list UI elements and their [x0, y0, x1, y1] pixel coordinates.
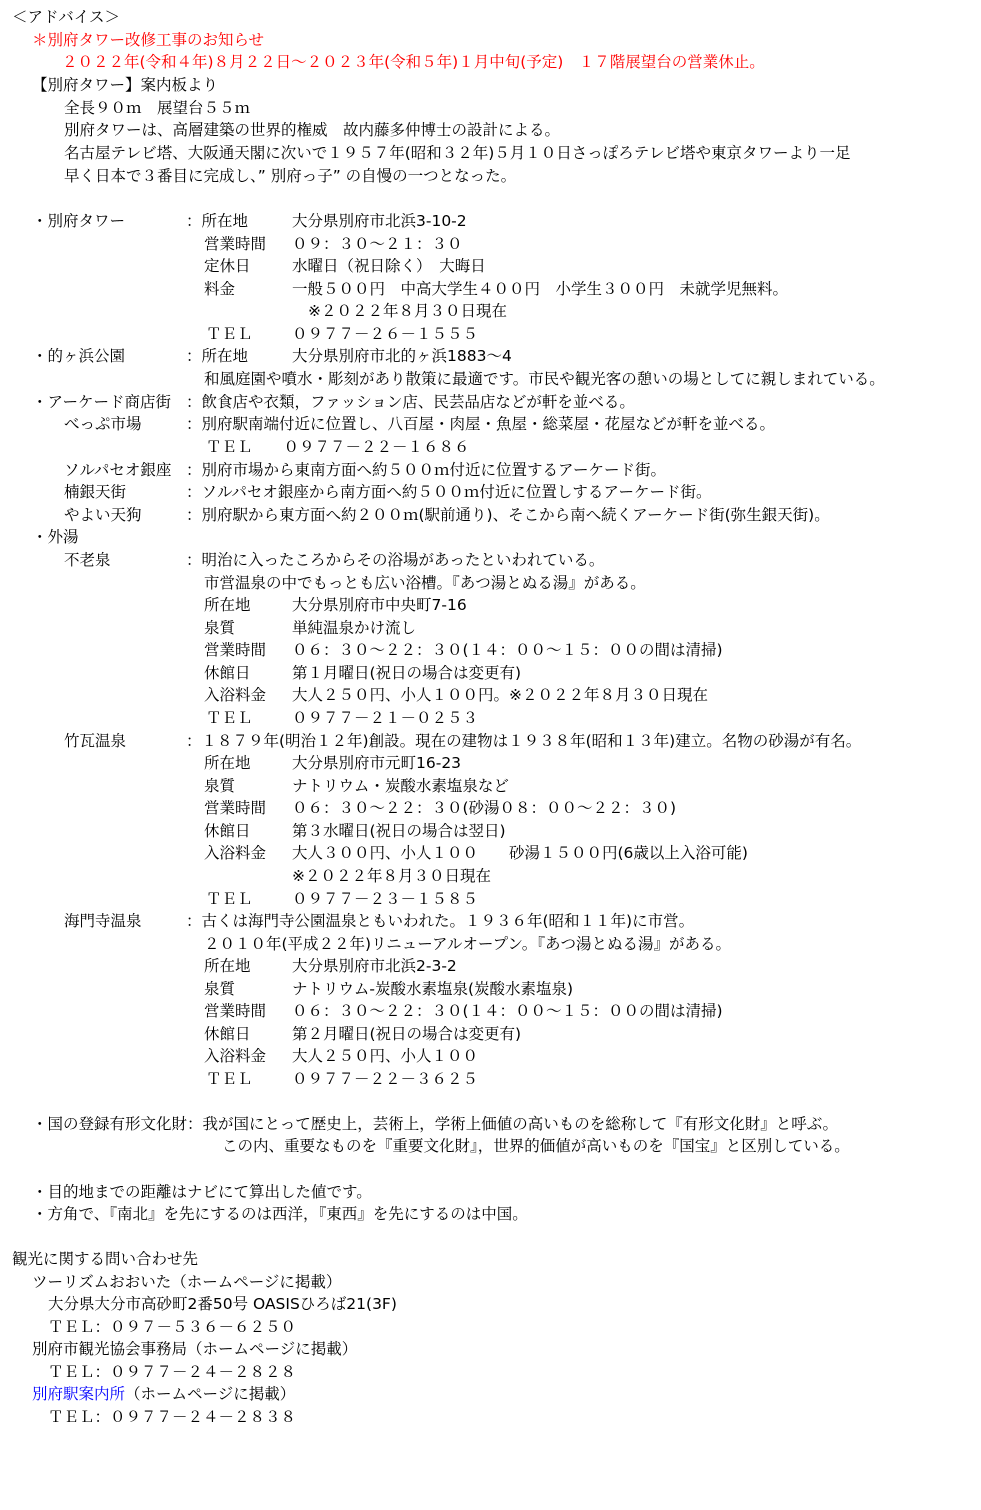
bath-value: ０９７７－２３－１５８５: [292, 890, 479, 908]
bath-label: ＴＥＬ: [206, 709, 253, 727]
culture-line: この内、重要なものを『重要文化財』，世界的価値が高いものを『国宝』と区別している。: [222, 1137, 850, 1155]
bath-label: ＴＥＬ: [206, 1070, 253, 1088]
bath-label: 所在地: [204, 957, 251, 975]
bath-value: ０６：３０～２２：３０(砂湯０８：００～２２：３０): [292, 799, 677, 817]
arcade-item-line: ：ソルパセオ銀座から南方面へ約５００ｍ付近に位置しするアーケード街。: [186, 483, 712, 501]
bath-value: 大分県別府市北浜2-3-2: [292, 957, 457, 975]
bath-value: 単純温泉かけ流し: [292, 619, 417, 637]
contact-tel: ＴＥＬ：０９７７－２４－２８２８: [48, 1363, 297, 1381]
bath-value: 大分県別府市元町16-23: [292, 754, 462, 772]
section-name-park: ・的ヶ浜公園: [32, 347, 126, 365]
tower-value: 水曜日（祝日除く） 大晦日: [292, 257, 486, 275]
bath-value: ０９７７－２１－０２５３: [292, 709, 479, 727]
tower-sign-title: 【別府タワー】案内板より: [32, 76, 219, 94]
arcade-item-name: ソルパセオ銀座: [64, 461, 172, 479]
bath-value: 大人２５０円、小人１００円。※２０２２年８月３０日現在: [292, 686, 708, 704]
bath-value: 大人２５０円、小人１００: [292, 1047, 479, 1065]
park-label: ：所在地: [186, 347, 249, 365]
contact-tel: ＴＥＬ：０９７－５３６－６２５０: [48, 1318, 297, 1336]
bath-label: 営業時間: [204, 799, 267, 817]
bath-label: 入浴料金: [204, 686, 267, 704]
contact-beppu-assoc: 別府市観光協会事務局（ホームページに掲載）: [32, 1340, 358, 1358]
station-info-link[interactable]: 別府駅案内所: [32, 1385, 126, 1403]
bath-value: 大分県別府市中央町7-16: [292, 596, 467, 614]
section-name-baths: ・外湯: [32, 528, 79, 546]
tower-label: 料金: [204, 280, 236, 298]
tower-sign-line: 早く日本で３番目に完成し、” 別府っ子” の自慢の一つとなった。: [64, 167, 517, 185]
tower-value: ※２０２２年８月３０日現在: [308, 302, 507, 320]
bath-label: 営業時間: [204, 641, 267, 659]
arcade-item-line: ＴＥＬ ０９７７－２２－１６８６: [206, 438, 470, 456]
section-name-arcade: ・アーケード商店街: [32, 393, 172, 411]
bath-label: 入浴料金: [204, 1047, 267, 1065]
section-name-tower: ・別府タワー: [32, 212, 126, 230]
bath-label: 休館日: [204, 664, 251, 682]
contact-tel: ＴＥＬ：０９７７－２４－２８３８: [48, 1408, 297, 1426]
bath-intro: ：１８７９年(明治１２年)創設。現在の建物は１９３８年(昭和１３年)建立。名物の砂湯が有名。: [186, 732, 862, 750]
bath-label: 入浴料金: [204, 844, 267, 862]
tower-label: 営業時間: [204, 235, 267, 253]
bath-label: 営業時間: [204, 1002, 267, 1020]
bath-intro: ：古くは海門寺公園温泉ともいわれた。１９３６年(昭和１１年)に市営。: [186, 912, 695, 930]
bath-intro: ２０１０年(平成２２年)リニューアルオープン。『あつ湯とぬる湯』がある。: [204, 935, 732, 953]
bath-label: 所在地: [204, 754, 251, 772]
bath-name: 竹瓦温泉: [64, 732, 127, 750]
tower-sign-line: 名古屋テレビ塔、大阪通天閣に次いで１９５７年(昭和３２年)５月１０日さっぽろテレビ塔や東京タワーより一足: [64, 144, 851, 162]
arcade-item-name: やよい天狗: [64, 506, 142, 524]
bath-label: 所在地: [204, 596, 251, 614]
tower-sign-line: 全長９０ｍ 展望台５５ｍ: [64, 99, 251, 117]
contact-address: 大分県大分市高砂町2番50号 OASISひろば21(3F): [48, 1295, 397, 1313]
arcade-item-name: べっぷ市場: [64, 415, 142, 433]
arcade-item-name: 楠銀天街: [64, 483, 127, 501]
bath-label: 休館日: [204, 822, 251, 840]
tower-sign-line: 別府タワーは、高層建築の世界的権威 故内藤多仲博士の設計による。: [64, 121, 561, 139]
tower-label: 定休日: [204, 257, 251, 275]
bath-label: 泉質: [204, 980, 236, 998]
tower-value: ０９７７－２６－１５５５: [292, 325, 479, 343]
note-line: ・方角で、『南北』を先にするのは西洋，『東西』を先にするのは中国。: [32, 1205, 528, 1223]
tower-value: 一般５００円 中高大学生４００円 小学生３００円 未就学児無料。: [292, 280, 789, 298]
bath-value: ０９７７－２２－３６２５: [292, 1070, 479, 1088]
notice-title: ＊別府タワー改修工事のお知らせ: [32, 31, 265, 49]
tower-value: ０９：３０～２１：３０: [292, 235, 463, 253]
contact-station-info: [32, 1384, 295, 1404]
tower-label: ＴＥＬ: [206, 325, 253, 343]
notice-line: ２０２２年(令和４年)８月２２日～２０２３年(令和５年)１月中旬(予定) １７階展望台の営業休止。: [62, 53, 765, 71]
bath-label: 休館日: [204, 1025, 251, 1043]
station-info-suffix: （ホームページに掲載）: [125, 1385, 296, 1403]
bath-value: ナトリウム-炭酸水素塩泉(炭酸水素塩泉): [292, 980, 574, 998]
bath-label: 泉質: [204, 777, 236, 795]
contact-tourism-oita: ツーリズムおおいた（ホームページに掲載）: [32, 1273, 342, 1291]
bath-value: 第３水曜日(祝日の場合は翌日): [292, 822, 506, 840]
bath-value: 第１月曜日(祝日の場合は変更有): [292, 664, 522, 682]
tower-value: 大分県別府市北浜3-10-2: [292, 212, 467, 230]
bath-value: ナトリウム・炭酸水素塩泉など: [292, 777, 509, 795]
culture-line: ・国の登録有形文化財：我が国にとって歴史上，芸術上，学術上価値の高いものを総称して『有形文化財』と呼ぶ。: [32, 1115, 839, 1133]
bath-intro: 市営温泉の中でもっとも広い浴槽。『あつ湯とぬる湯』がある。: [204, 574, 646, 592]
bath-value: 第２月曜日(祝日の場合は変更有): [292, 1025, 522, 1043]
bath-intro: ：明治に入ったころからその浴場があったといわれている。: [186, 551, 605, 569]
advice-header: ＜アドバイス＞: [12, 8, 121, 26]
bath-value: ※２０２２年８月３０日現在: [292, 867, 491, 885]
note-line: ・目的地までの距離はナビにて算出した値です。: [32, 1183, 372, 1201]
contacts-title: 観光に関する問い合わせ先: [12, 1250, 199, 1268]
bath-name: 不老泉: [64, 551, 111, 569]
arcade-item-line: ：別府市場から東南方面へ約５００ｍ付近に位置するアーケード街。: [186, 461, 667, 479]
park-value: 和風庭園や噴水・彫刻があり散策に最適です。市民や観光客の憩いの場としてに親しまれている。: [204, 370, 885, 388]
arcade-desc: ：飲食店や衣類，ファッション店、民芸品店などが軒を並べる。: [186, 393, 635, 411]
bath-name: 海門寺温泉: [64, 912, 142, 930]
bath-label: 泉質: [204, 619, 236, 637]
arcade-item-line: ：別府駅から東方面へ約２００ｍ(駅前通り)、そこから南へ続くアーケード街(弥生銀天街)。: [186, 506, 830, 524]
bath-value: 大人３００円、小人１００ 砂湯１５００円(6歳以上入浴可能): [292, 844, 748, 862]
bath-value: ０６：３０～２２：３０(１４：００～１５：００の間は清掃): [292, 1002, 723, 1020]
park-value: 大分県別府市北的ヶ浜1883～4: [292, 347, 512, 365]
tower-label: ：所在地: [186, 212, 249, 230]
bath-value: ０６：３０～２２：３０(１４：００～１５：００の間は清掃): [292, 641, 723, 659]
arcade-item-line: ：別府駅南端付近に位置し、八百屋・肉屋・魚屋・総菜屋・花屋などが軒を並べる。: [186, 415, 776, 433]
bath-label: ＴＥＬ: [206, 890, 253, 908]
